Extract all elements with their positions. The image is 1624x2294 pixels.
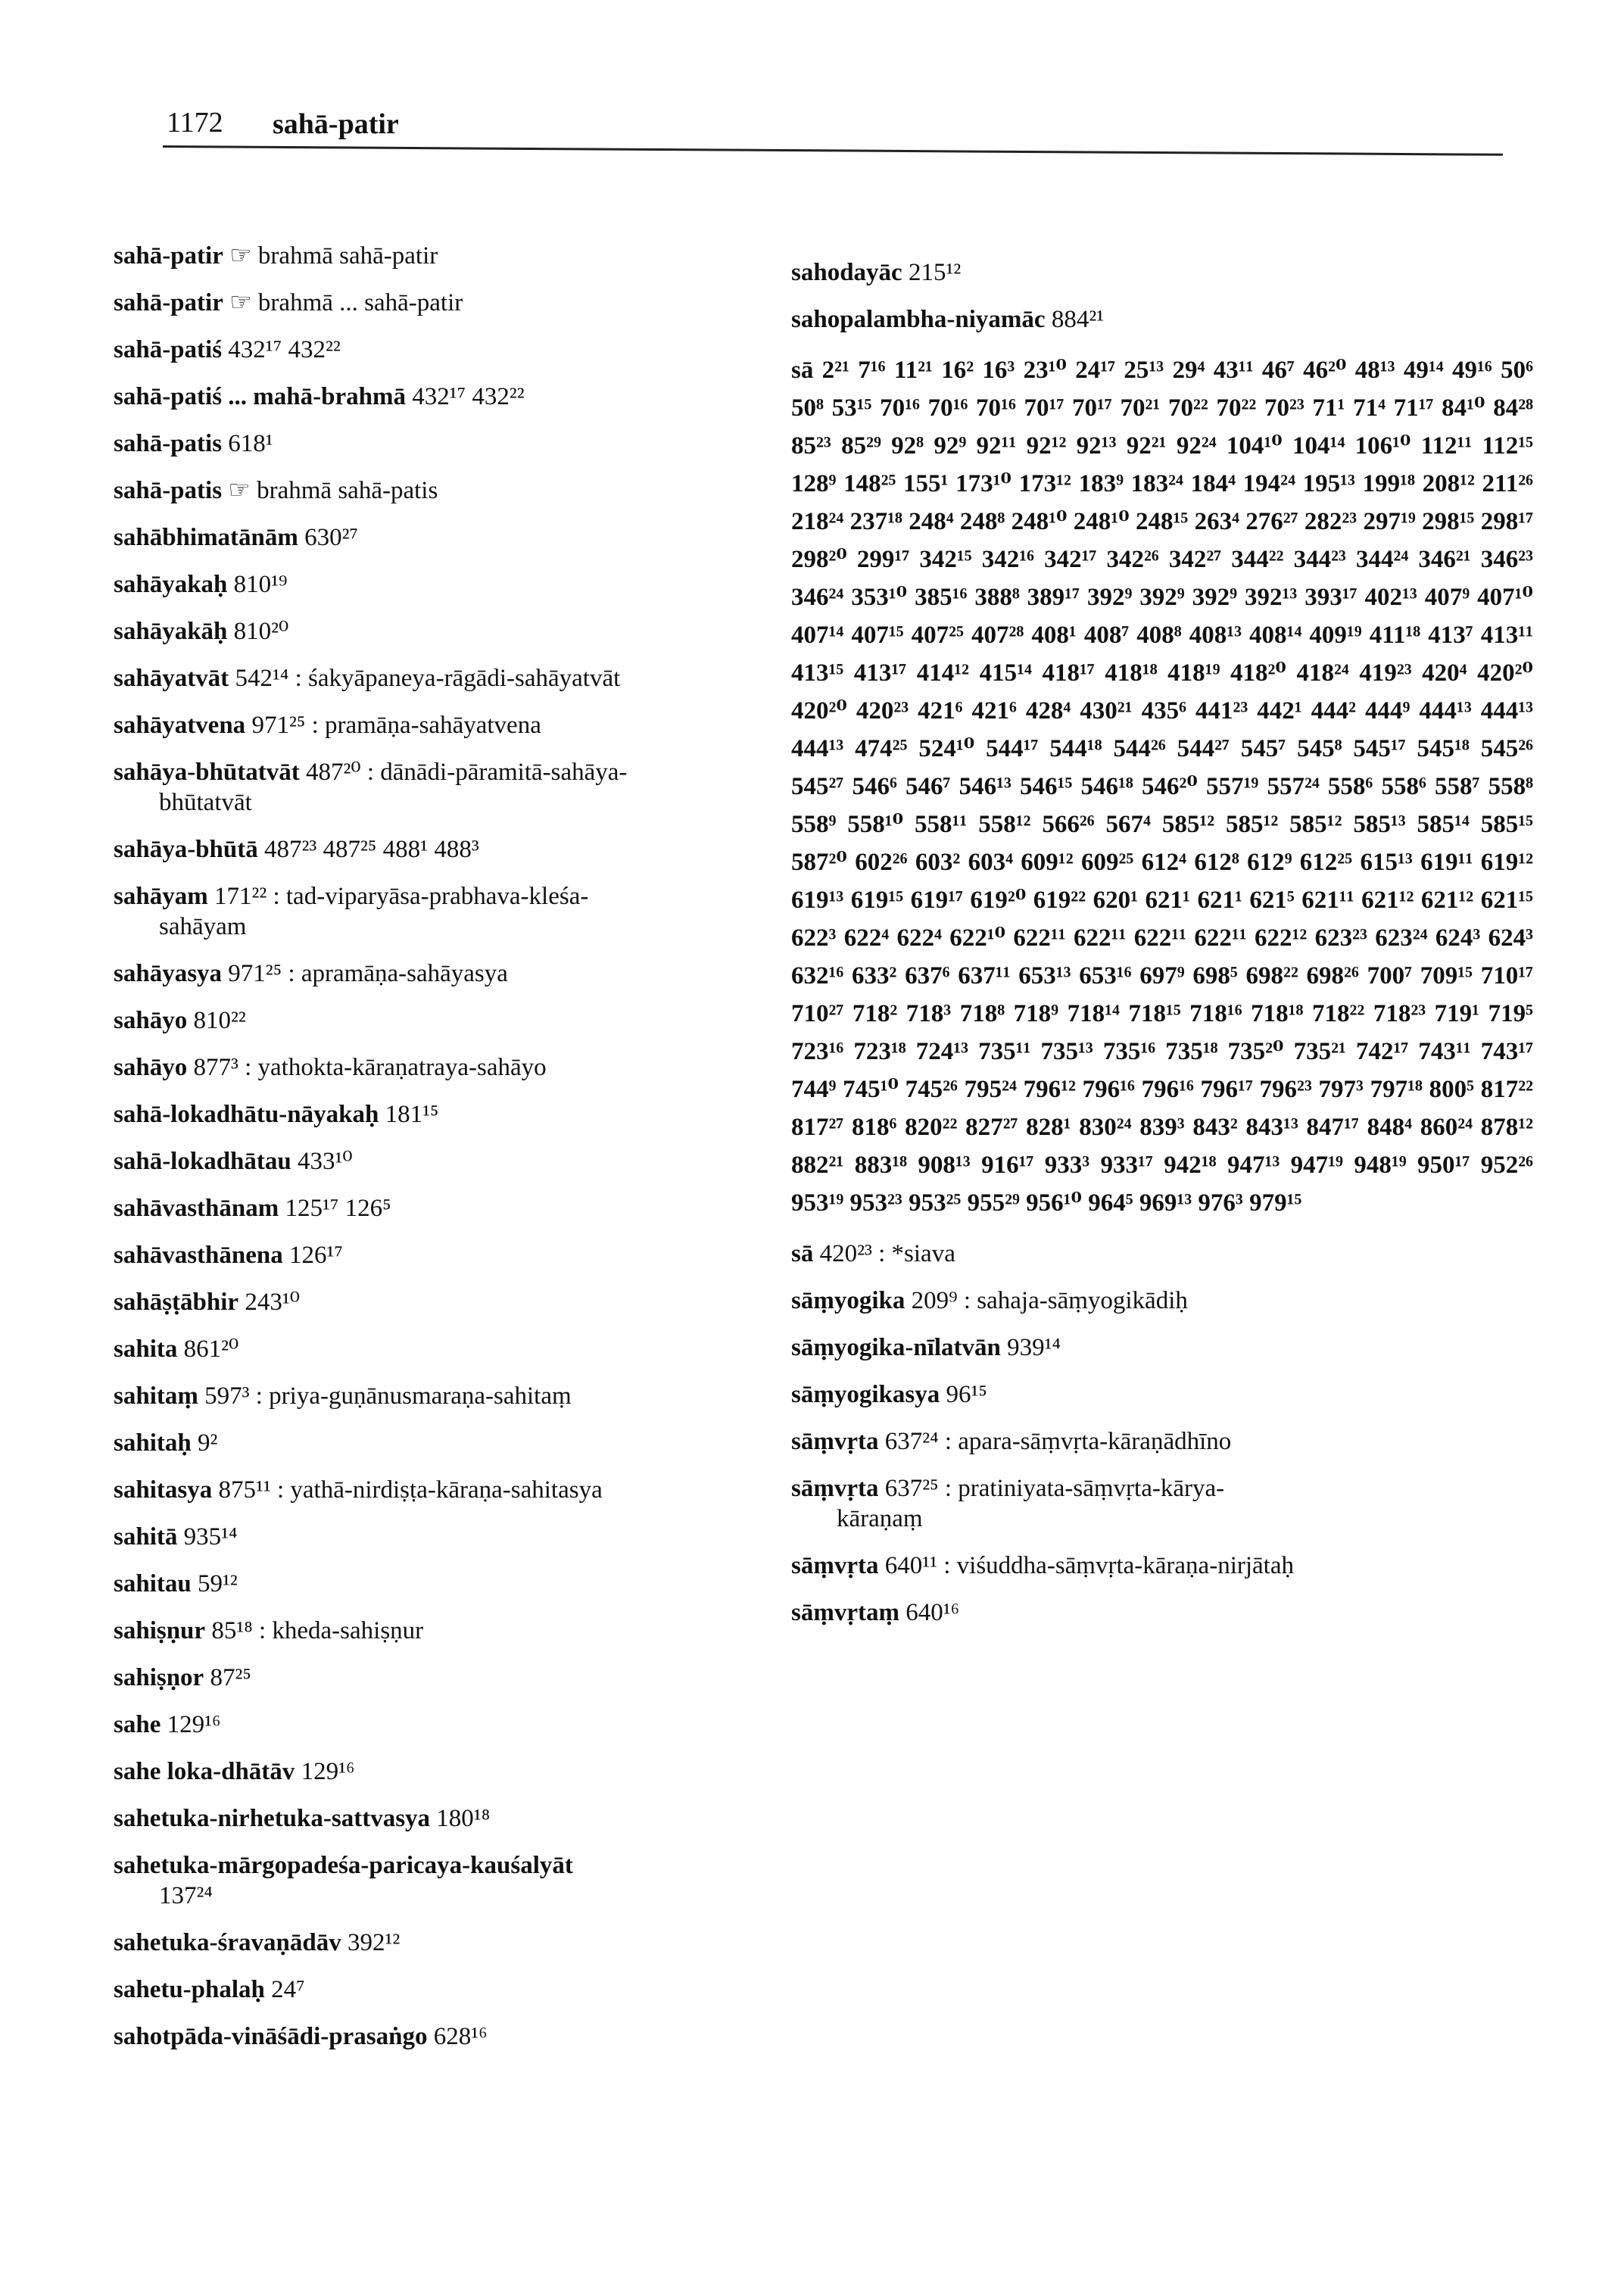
entry-text: ☞ brahmā ... sahā-patir bbox=[229, 289, 463, 316]
right-column bbox=[791, 257, 1533, 1644]
entry-headword: sahodayāc bbox=[791, 259, 902, 286]
index-entry bbox=[114, 1803, 840, 1834]
entry-text: 971²⁵ : pramāṇa-sahāyatvena bbox=[251, 712, 541, 739]
entry-headword: sahāṣṭābhir bbox=[114, 1289, 239, 1316]
index-entry bbox=[114, 522, 840, 553]
index-entry bbox=[791, 1597, 1533, 1628]
entry-headword: sāṃvṛta bbox=[791, 1428, 879, 1455]
entry-headword: sahā-lokadhātu-nāyakaḥ bbox=[114, 1101, 379, 1128]
entry-headword: sahotpāda-vināśādi-prasaṅgo bbox=[114, 2023, 428, 2050]
entry-headword: sahetuka-mārgopadeśa-paricaya-kauśalyāt bbox=[114, 1852, 573, 1879]
index-entry bbox=[114, 958, 840, 989]
entry-headword: sahāyasya bbox=[114, 960, 223, 987]
entry-text: 432¹⁷ 432²² bbox=[228, 336, 341, 363]
entry-continuation: bhūtatvāt bbox=[159, 789, 252, 816]
index-entry bbox=[114, 1975, 840, 2005]
entry-headword: sahetu-phalaḥ bbox=[114, 1976, 265, 2003]
entry-headword: sahāyam bbox=[114, 883, 208, 910]
entry-text: 640¹¹ : viśuddha-sāṃvṛta-kāraṇa-nirjātaḥ bbox=[884, 1552, 1294, 1579]
entry-text: 637²⁵ : pratiniyata-sāṃvṛta-kārya- bbox=[884, 1475, 1225, 1502]
entry-headword: sāṃyogika bbox=[791, 1287, 906, 1314]
entry-headword: sahā-patis bbox=[114, 430, 223, 457]
entry-text: 243¹⁰ bbox=[245, 1289, 300, 1316]
entry-text: 971²⁵ : apramāṇa-sahāyasya bbox=[228, 960, 508, 987]
entry-headword: sahā-patiś bbox=[114, 336, 223, 363]
entry-text: 171²² : tad-viparyāsa-prabhava-kleśa- bbox=[214, 883, 589, 910]
entry-continuation: 137²⁴ bbox=[159, 1882, 213, 1909]
index-entry bbox=[114, 2021, 840, 2052]
entry-text: 125¹⁷ 126⁵ bbox=[285, 1195, 391, 1222]
entry-headword: sā bbox=[791, 1240, 814, 1267]
entry-headword: sahetuka-nirhetuka-sattvasya bbox=[114, 1805, 431, 1832]
entry-text: 877³ : yathokta-kāraṇatraya-sahāyo bbox=[193, 1054, 547, 1081]
entry-text: 96¹⁵ bbox=[946, 1381, 987, 1408]
entry-headword: sahā-patir bbox=[114, 289, 223, 316]
index-entry bbox=[114, 569, 840, 600]
entry-text: 810²⁰ bbox=[233, 618, 289, 645]
index-entry bbox=[791, 1551, 1533, 1581]
entry-headword: sahā-patir bbox=[114, 242, 223, 270]
index-entry bbox=[114, 1663, 840, 1693]
entry-headword: sahā-lokadhātau bbox=[114, 1148, 291, 1175]
entry-headword: sahitā bbox=[114, 1523, 178, 1551]
index-entry bbox=[114, 335, 840, 365]
entry-text: 637²⁴ : apara-sāṃvṛta-kāraṇādhīno bbox=[884, 1428, 1232, 1455]
index-entry bbox=[114, 1240, 840, 1270]
index-entry bbox=[114, 881, 840, 942]
entry-text: 810¹⁹ bbox=[233, 571, 288, 598]
entry-headword: sahā-patis bbox=[114, 477, 223, 504]
entry-headword: sahiṣṇur bbox=[114, 1617, 206, 1644]
index-entry bbox=[114, 1850, 840, 1911]
entry-headword: sahita bbox=[114, 1336, 178, 1363]
entry-text: 487²⁰ : dānādi-pāramitā-sahāya- bbox=[305, 759, 628, 786]
index-entry bbox=[114, 1005, 840, 1036]
entry-text: 935¹⁴ bbox=[183, 1523, 238, 1551]
entry-headword: sahāyo bbox=[114, 1007, 188, 1034]
entry-text: 392¹² bbox=[347, 1929, 401, 1956]
index-entry bbox=[114, 429, 840, 459]
entry-text: 630²⁷ bbox=[304, 524, 359, 551]
index-entry bbox=[114, 1428, 840, 1458]
entry-headword: sahitasya bbox=[114, 1476, 213, 1504]
entry-headword: sā bbox=[791, 357, 814, 384]
index-entry bbox=[114, 1569, 840, 1599]
entry-text: 487²³ 487²⁵ 488¹ 488³ bbox=[263, 836, 479, 863]
entry-text: 628¹⁶ bbox=[433, 2023, 488, 2050]
index-entry bbox=[791, 304, 1533, 335]
entry-headword: sahe bbox=[114, 1711, 161, 1738]
entry-continuation: sahāyam bbox=[159, 913, 247, 940]
index-entry bbox=[114, 1099, 840, 1130]
entry-text: 24⁷ bbox=[271, 1976, 305, 2003]
index-entry bbox=[114, 1522, 840, 1552]
entry-headword: sahāyakāḥ bbox=[114, 618, 228, 645]
index-entry bbox=[114, 475, 840, 506]
entry-headword: sahitau bbox=[114, 1570, 192, 1597]
entry-text: 209⁹ : sahaja-sāṃyogikādiḥ bbox=[911, 1287, 1188, 1314]
entry-headword: sahetuka-śravaṇādāv bbox=[114, 1929, 341, 1956]
entry-headword: sahiṣṇor bbox=[114, 1664, 204, 1691]
index-entry bbox=[114, 1756, 840, 1787]
entry-headword: sahāyo bbox=[114, 1054, 188, 1081]
entry-headword: sahāyatvāt bbox=[114, 665, 229, 692]
entry-text: 433¹⁰ bbox=[298, 1148, 353, 1175]
entry-headword: sahāyatvena bbox=[114, 712, 246, 739]
index-entry bbox=[791, 1332, 1533, 1363]
entry-text: 9² bbox=[197, 1429, 218, 1457]
entry-headword: sāṃyogikasya bbox=[791, 1381, 940, 1408]
entry-headword: sahitaḥ bbox=[114, 1429, 192, 1457]
entry-text: 597³ : priya-guṇānusmaraṇa-sahitaṃ bbox=[204, 1382, 572, 1410]
index-entry bbox=[114, 757, 840, 818]
entry-text: 875¹¹ : yathā-nirdiṣṭa-kāraṇa-sahitasya bbox=[218, 1476, 603, 1504]
entry-headword: sāṃvṛta bbox=[791, 1552, 879, 1579]
index-entry bbox=[114, 1710, 840, 1740]
page-number: 1172 bbox=[167, 107, 223, 139]
entry-text: 59¹² bbox=[197, 1570, 238, 1597]
entry-headword: sahābhimatānām bbox=[114, 524, 298, 551]
running-head: sahā-patir bbox=[273, 108, 399, 140]
index-entry bbox=[114, 663, 840, 693]
entry-text: 181¹⁵ bbox=[385, 1101, 439, 1128]
entry-headword: sahāyakaḥ bbox=[114, 571, 228, 598]
index-entry bbox=[114, 1052, 840, 1083]
entry-references: 2²¹ 7¹⁶ 11²¹ 16² 16³ 23¹⁰ 24¹⁷ 25¹³ 29⁴ 43¹¹ 46⁷ 46²⁰ 48¹³ 49¹⁴ 49¹⁶ 50⁶ 50⁸ 53¹⁵ 70¹⁶ 70¹⁶ 70¹⁶ 70¹⁷ 70¹⁷ 70²¹ 70²² 70²² 70²³ 71¹ 71⁴ 71¹⁷ 84¹⁰ 84²⁸ 85²³ 85²⁹ 92⁸ 92⁹ 92¹¹ 92¹² 92¹³ 92²¹ 92²⁴ 104¹⁰ 104¹⁴ 106¹⁰ 112¹¹ 112¹⁵ 128⁹ 148²⁵ 155¹ 173¹⁰ 173¹² 183⁹ 183²⁴ 184⁴ 194²⁴ 195¹³ 199¹⁸ 208¹² 211²⁶ 218²⁴ 237¹⁸ 248⁴ 248⁸ 248¹⁰ 248¹⁰ 248¹⁵ 263⁴ 276²⁷ 282²³ 297¹⁹ 298¹⁵ 298¹⁷ 298²⁰ 299¹⁷ 342¹⁵ 342¹⁶ 342¹⁷ 342²⁶ 342²⁷ 344²² 344²³ 344²⁴ 346²¹ 346²³ 346²⁴ 353¹⁰ 385¹⁶ 388⁸ 389¹⁷ 392⁹ 392⁹ 392⁹ 392¹³ 393¹⁷ 402¹³ 407⁹ 407¹⁰ 407¹⁴ 407¹⁵ 407²⁵ 407²⁸ 408¹ 408⁷ 408⁸ 408¹³ 408¹⁴ 409¹⁹ 411¹⁸ 413⁷ 413¹¹ 413¹⁵ 413¹⁷ 414¹² 415¹⁴ 418¹⁷ 418¹⁸ 418¹⁹ 418²⁰ 418²⁴ 419²³ 420⁴ 420²⁰ 420²⁰ 420²³ 421⁶ 421⁶ 428⁴ 430²¹ 435⁶ 441²³ 442¹ 444² 444⁹ 444¹³ 444¹³ 444¹³ 474²⁵ 524¹⁰ 544¹⁷ 544¹⁸ 544²⁶ 544²⁷ 545⁷ 545⁸ 545¹⁷ 545¹⁸ 545²⁶ 545²⁷ 546⁶ 546⁷ 546¹³ 546¹⁵ 546¹⁸ 546²⁰ 557¹⁹ 557²⁴ 558⁶ 558⁶ 558⁷ 558⁸ 558⁹ 558¹⁰ 558¹¹ 558¹² 566²⁶ 567⁴ 585¹² 585¹² 585¹² 585¹³ 585¹⁴ 585¹⁵ 587²⁰ 602²⁶ 603² 603⁴ 609¹² 609²⁵ 612⁴ 612⁸ 612⁹ 612²⁵ 615¹³ 619¹¹ 619¹² 619¹³ 619¹⁵ 619¹⁷ 619²⁰ 619²² 620¹ 621¹ 621¹ 621⁵ 621¹¹ 621¹² 621¹² 621¹⁵ 622³ 622⁴ 622⁴ 622¹⁰ 622¹¹ 622¹¹ 622¹¹ 622¹¹ 622¹² 623²³ 623²⁴ 624³ 624³ 632¹⁶ 633² 637⁶ 637¹¹ 653¹³ 653¹⁶ 697⁹ 698⁵ 698²² 698²⁶ 700⁷ 709¹⁵ 710¹⁷ 710²⁷ 718² 718³ 718⁸ 718⁹ 718¹⁴ 718¹⁵ 718¹⁶ 718¹⁸ 718²² 718²³ 719¹ 719⁵ 723¹⁶ 723¹⁸ 724¹³ 735¹¹ 735¹³ 735¹⁶ 735¹⁸ 735²⁰ 735²¹ 742¹⁷ 743¹¹ 743¹⁷ 744⁹ 745¹⁰ 745²⁶ 795²⁴ 796¹² 796¹⁶ 796¹⁶ 796¹⁷ 796²³ 797³ 797¹⁸ 800⁵ 817²² 817²⁷ 818⁶ 820²² 827²⁷ 828¹ 830²⁴ 839³ 843² 843¹³ 847¹⁷ 848⁴ 860²⁴ 878¹² 882²¹ 883¹⁸ 908¹³ 916¹⁷ 933³ 933¹⁷ 942¹⁸ 947¹³ 947¹⁹ 948¹⁹ 950¹⁷ 952²⁶ 953¹⁹ 953²³ 953²⁵ 955²⁹ 956¹⁰ 964⁵ 969¹³ 976³ 979¹⁵ bbox=[791, 357, 1533, 1217]
left-column bbox=[114, 241, 840, 2068]
entry-headword: sahopalambha-niyamāc bbox=[791, 306, 1046, 333]
entry-headword: sahitaṃ bbox=[114, 1382, 198, 1410]
entry-text: 939¹⁴ bbox=[1007, 1334, 1061, 1361]
index-entry bbox=[791, 1239, 1533, 1269]
entry-headword: sahāya-bhūtatvāt bbox=[114, 759, 300, 786]
index-entry bbox=[114, 710, 840, 740]
header-rule bbox=[163, 145, 1503, 156]
index-entry bbox=[114, 1146, 840, 1177]
index-entry bbox=[114, 834, 840, 865]
entry-headword: sahāvasthānam bbox=[114, 1195, 279, 1222]
entry-text: 810²² bbox=[193, 1007, 246, 1034]
index-entry bbox=[791, 1379, 1533, 1410]
index-entry bbox=[791, 1286, 1533, 1316]
entry-text: ☞ brahmā sahā-patir bbox=[229, 242, 438, 270]
index-entry bbox=[791, 1473, 1533, 1534]
entry-continuation: kāraṇaṃ bbox=[837, 1505, 923, 1532]
index-entry bbox=[114, 616, 840, 647]
entry-text: 129¹⁶ bbox=[301, 1758, 355, 1785]
index-entry bbox=[791, 257, 1533, 288]
entry-headword: sāṃyogika-nīlatvān bbox=[791, 1334, 1001, 1361]
index-entry bbox=[114, 1475, 840, 1505]
sa-entry bbox=[791, 351, 1533, 1222]
index-entry bbox=[114, 1334, 840, 1364]
entry-text: 126¹⁷ bbox=[288, 1242, 343, 1269]
entry-headword: sahāya-bhūtā bbox=[114, 836, 258, 863]
entry-headword: sāṃvṛtaṃ bbox=[791, 1599, 899, 1626]
entry-text: 542¹⁴ : śakyāpaneya-rāgādi-sahāyatvāt bbox=[235, 665, 621, 692]
entry-headword: sahā-patiś ... mahā-brahmā bbox=[114, 383, 406, 410]
entry-text: 884²¹ bbox=[1051, 306, 1105, 333]
entry-headword: sahāvasthānena bbox=[114, 1242, 283, 1269]
index-entry bbox=[114, 1616, 840, 1646]
entry-text: 215¹² bbox=[908, 259, 962, 286]
index-entry bbox=[791, 1426, 1533, 1457]
entry-text: 129¹⁶ bbox=[167, 1711, 221, 1738]
entry-text: 180¹⁸ bbox=[436, 1805, 491, 1832]
entry-text: 640¹⁶ bbox=[906, 1599, 960, 1626]
index-entry bbox=[114, 1928, 840, 1958]
entry-text: 618¹ bbox=[228, 430, 273, 457]
entry-text: 87²⁵ bbox=[210, 1664, 251, 1691]
index-entry bbox=[114, 1193, 840, 1223]
entry-text: ☞ brahmā sahā-patis bbox=[228, 477, 438, 504]
entry-text: 420²³ : *siava bbox=[819, 1240, 955, 1267]
index-entry bbox=[114, 1381, 840, 1411]
index-entry bbox=[114, 382, 840, 412]
index-entry bbox=[114, 288, 840, 318]
entry-headword: sāṃvṛta bbox=[791, 1475, 879, 1502]
index-entry bbox=[114, 1287, 840, 1317]
entry-text: 861²⁰ bbox=[183, 1336, 239, 1363]
entry-text: 85¹⁸ : kheda-sahiṣṇur bbox=[211, 1617, 424, 1644]
entry-text: 432¹⁷ 432²² bbox=[412, 383, 525, 410]
entry-headword: sahe loka-dhātāv bbox=[114, 1758, 295, 1785]
index-entry bbox=[114, 241, 840, 271]
